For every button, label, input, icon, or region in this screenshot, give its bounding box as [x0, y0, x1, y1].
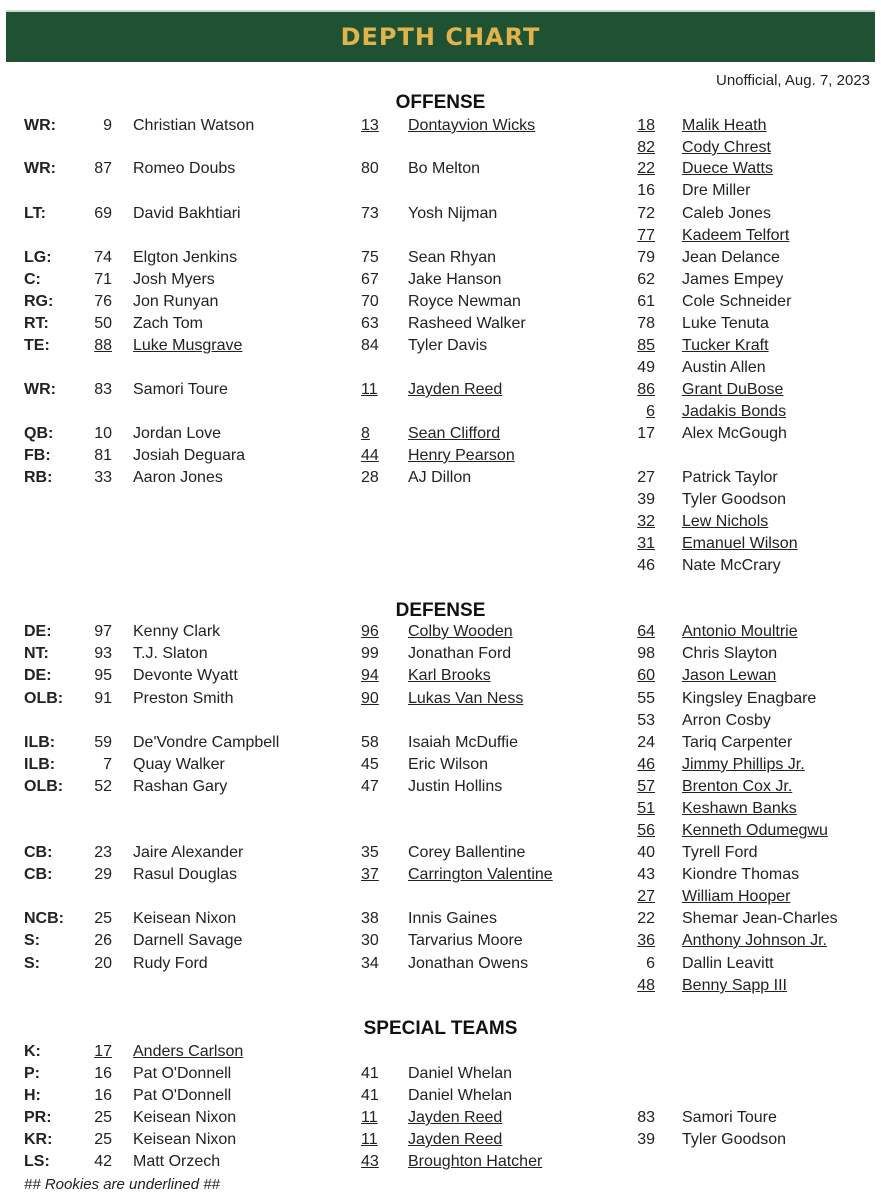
position-label: CB:: [24, 866, 53, 883]
player-name: Tariq Carpenter: [682, 734, 793, 751]
player-name: Keisean Nixon: [133, 1131, 237, 1148]
player-name: Jadakis Bonds: [682, 403, 787, 420]
jersey-number: 25: [94, 1109, 112, 1126]
player-name: Kenneth Odumegwu: [682, 822, 828, 839]
jersey-number: 20: [94, 955, 112, 972]
player-name: Emanuel Wilson: [682, 535, 798, 552]
jersey-number: 6: [646, 403, 655, 420]
jersey-number: 93: [94, 645, 112, 662]
table-row: [0, 888, 881, 910]
jersey-number: 11: [361, 1109, 378, 1126]
position-label: CB:: [24, 844, 53, 861]
jersey-number: 62: [637, 271, 655, 288]
position-label: DE:: [24, 623, 52, 640]
player-name: Innis Gaines: [408, 910, 497, 927]
jersey-number: 99: [361, 645, 379, 662]
player-name: Jayden Reed: [408, 1109, 503, 1126]
table-row: [0, 249, 881, 271]
player-name: Jake Hanson: [408, 271, 502, 288]
jersey-number: 41: [361, 1087, 379, 1104]
table-row: [0, 315, 881, 337]
table-row: [0, 932, 881, 954]
jersey-number: 36: [637, 932, 655, 949]
jersey-number: 44: [361, 447, 379, 464]
position-label: NT:: [24, 645, 49, 662]
position-label: RT:: [24, 315, 49, 332]
section-title-special-teams: SPECIAL TEAMS: [363, 1018, 518, 1039]
player-name: Lew Nichols: [682, 513, 769, 530]
jersey-number: 97: [94, 623, 112, 640]
player-name: Patrick Taylor: [682, 469, 778, 486]
jersey-number: 86: [637, 381, 655, 398]
jersey-number: 69: [94, 205, 112, 222]
player-name: Shemar Jean-Charles: [682, 910, 838, 927]
jersey-number: 16: [94, 1087, 112, 1104]
player-name: Keisean Nixon: [133, 1109, 237, 1126]
player-name: Anders Carlson: [133, 1043, 244, 1060]
player-name: Anthony Johnson Jr.: [682, 932, 827, 949]
player-name: Darnell Savage: [133, 932, 243, 949]
position-label: LT:: [24, 205, 46, 222]
table-row: [0, 866, 881, 888]
jersey-number: 90: [361, 690, 379, 707]
jersey-number: 35: [361, 844, 379, 861]
table-row: [0, 1065, 881, 1087]
table-row: [0, 469, 881, 491]
jersey-number: 59: [94, 734, 112, 751]
player-name: Matt Orzech: [133, 1153, 221, 1170]
jersey-number: 24: [637, 734, 655, 751]
table-row: [0, 293, 881, 315]
player-name: Jayden Reed: [408, 1131, 503, 1148]
player-name: Justin Hollins: [408, 778, 503, 795]
date-label: Unofficial, Aug. 7, 2023: [716, 72, 870, 89]
player-name: Kingsley Enagbare: [682, 690, 817, 707]
jersey-number: 78: [637, 315, 655, 332]
jersey-number: 98: [637, 645, 655, 662]
jersey-number: 13: [361, 117, 379, 134]
player-name: Rasul Douglas: [133, 866, 238, 883]
jersey-number: 81: [94, 447, 112, 464]
player-name: Rasheed Walker: [408, 315, 526, 332]
player-name: Keshawn Banks: [682, 800, 797, 817]
player-name: Jonathan Ford: [408, 645, 512, 662]
player-name: Cole Schneider: [682, 293, 792, 310]
jersey-number: 63: [361, 315, 379, 332]
jersey-number: 52: [94, 778, 112, 795]
player-name: Josiah Deguara: [133, 447, 246, 464]
player-name: Austin Allen: [682, 359, 766, 376]
player-name: Keisean Nixon: [133, 910, 237, 927]
table-row: [0, 734, 881, 756]
jersey-number: 61: [637, 293, 655, 310]
player-name: Tarvarius Moore: [408, 932, 523, 949]
jersey-number: 34: [361, 955, 379, 972]
jersey-number: 32: [637, 513, 655, 530]
table-row: [0, 1153, 881, 1175]
table-row: [0, 1087, 881, 1109]
table-row: [0, 1043, 881, 1065]
jersey-number: 49: [637, 359, 655, 376]
jersey-number: 43: [637, 866, 655, 883]
table-row: [0, 117, 881, 139]
jersey-number: 56: [637, 822, 655, 839]
jersey-number: 71: [94, 271, 112, 288]
header-banner: [6, 10, 875, 62]
jersey-number: 50: [94, 315, 112, 332]
table-row: [0, 623, 881, 645]
player-name: Malik Heath: [682, 117, 767, 134]
jersey-number: 26: [94, 932, 112, 949]
jersey-number: 75: [361, 249, 379, 266]
jersey-number: 16: [637, 182, 655, 199]
jersey-number: 10: [94, 425, 112, 442]
position-label: TE:: [24, 337, 50, 354]
player-name: Daniel Whelan: [408, 1087, 513, 1104]
player-name: David Bakhtiari: [133, 205, 241, 222]
table-row: [0, 955, 881, 977]
player-name: James Empey: [682, 271, 784, 288]
player-name: Daniel Whelan: [408, 1065, 513, 1082]
jersey-number: 73: [361, 205, 379, 222]
jersey-number: 53: [637, 712, 655, 729]
player-name: Karl Brooks: [408, 667, 491, 684]
player-name: Samori Toure: [133, 381, 228, 398]
jersey-number: 76: [94, 293, 112, 310]
jersey-number: 25: [94, 1131, 112, 1148]
table-row: [0, 690, 881, 712]
table-row: [0, 778, 881, 800]
jersey-number: 43: [361, 1153, 379, 1170]
jersey-number: 45: [361, 756, 379, 773]
position-label: RB:: [24, 469, 53, 486]
player-name: Pat O'Donnell: [133, 1087, 232, 1104]
position-label: RG:: [24, 293, 54, 310]
player-name: Lukas Van Ness: [408, 690, 524, 707]
jersey-number: 18: [637, 117, 655, 134]
jersey-number: 70: [361, 293, 379, 310]
jersey-number: 27: [637, 469, 655, 486]
player-name: Benny Sapp III: [682, 977, 787, 994]
player-name: Pat O'Donnell: [133, 1065, 232, 1082]
player-name: Kenny Clark: [133, 623, 221, 640]
player-name: Zach Tom: [133, 315, 203, 332]
table-row: [0, 1109, 881, 1131]
player-name: Elgton Jenkins: [133, 249, 238, 266]
position-label: FB:: [24, 447, 51, 464]
player-name: Jordan Love: [133, 425, 222, 442]
jersey-number: 30: [361, 932, 379, 949]
player-name: Grant DuBose: [682, 381, 784, 398]
jersey-number: 46: [637, 557, 655, 574]
jersey-number: 17: [94, 1043, 112, 1060]
table-row: [0, 160, 881, 182]
player-name: Duece Watts: [682, 160, 773, 177]
position-label: OLB:: [24, 778, 64, 795]
jersey-number: 64: [637, 623, 655, 640]
jersey-number: 72: [637, 205, 655, 222]
position-label: LS:: [24, 1153, 50, 1170]
player-name: Tyler Goodson: [682, 1131, 787, 1148]
jersey-number: 40: [637, 844, 655, 861]
table-row: [0, 381, 881, 403]
player-name: Cody Chrest: [682, 139, 771, 156]
jersey-number: 28: [361, 469, 379, 486]
jersey-number: 55: [637, 690, 655, 707]
player-name: Luke Musgrave: [133, 337, 243, 354]
player-name: Aaron Jones: [133, 469, 223, 486]
player-name: Sean Rhyan: [408, 249, 497, 266]
player-name: Tucker Kraft: [682, 337, 769, 354]
player-name: Preston Smith: [133, 690, 234, 707]
player-name: Jonathan Owens: [408, 955, 529, 972]
jersey-number: 27: [637, 888, 655, 905]
jersey-number: 39: [637, 1131, 655, 1148]
player-name: Yosh Nijman: [408, 205, 498, 222]
jersey-number: 84: [361, 337, 379, 354]
player-name: Colby Wooden: [408, 623, 513, 640]
jersey-number: 37: [361, 866, 379, 883]
jersey-number: 31: [637, 535, 655, 552]
player-name: Samori Toure: [682, 1109, 777, 1126]
table-row: [0, 205, 881, 227]
player-name: Kiondre Thomas: [682, 866, 800, 883]
jersey-number: 96: [361, 623, 379, 640]
player-name: Arron Cosby: [682, 712, 771, 729]
table-row: [0, 535, 881, 557]
player-name: Caleb Jones: [682, 205, 771, 222]
table-row: [0, 139, 881, 161]
jersey-number: 22: [637, 160, 655, 177]
jersey-number: 11: [361, 381, 378, 398]
player-name: Romeo Doubs: [133, 160, 236, 177]
jersey-number: 29: [94, 866, 112, 883]
table-row: [0, 403, 881, 425]
table-row: [0, 977, 881, 999]
jersey-number: 85: [637, 337, 655, 354]
position-label: S:: [24, 955, 40, 972]
table-row: [0, 712, 881, 734]
position-label: K:: [24, 1043, 41, 1060]
jersey-number: 22: [637, 910, 655, 927]
jersey-number: 41: [361, 1065, 379, 1082]
player-name: Rudy Ford: [133, 955, 208, 972]
player-name: Jimmy Phillips Jr.: [682, 756, 805, 773]
player-name: Broughton Hatcher: [408, 1153, 543, 1170]
table-row: [0, 756, 881, 778]
jersey-number: 23: [94, 844, 112, 861]
player-name: Alex McGough: [682, 425, 787, 442]
player-name: Christian Watson: [133, 117, 255, 134]
player-name: Corey Ballentine: [408, 844, 526, 861]
player-name: Sean Clifford: [408, 425, 501, 442]
player-name: Tyler Goodson: [682, 491, 787, 508]
jersey-number: 25: [94, 910, 112, 927]
table-row: [0, 337, 881, 359]
jersey-number: 33: [94, 469, 112, 486]
player-name: Devonte Wyatt: [133, 667, 238, 684]
table-row: [0, 359, 881, 381]
table-row: [0, 800, 881, 822]
jersey-number: 47: [361, 778, 379, 795]
player-name: Carrington Valentine: [408, 866, 553, 883]
jersey-number: 91: [94, 690, 112, 707]
table-row: [0, 491, 881, 513]
jersey-number: 11: [361, 1131, 378, 1148]
position-label: WR:: [24, 381, 56, 398]
jersey-number: 94: [361, 667, 379, 684]
table-row: [0, 667, 881, 689]
position-label: OLB:: [24, 690, 64, 707]
table-row: [0, 182, 881, 204]
jersey-number: 74: [94, 249, 112, 266]
section-title-defense: DEFENSE: [395, 600, 486, 621]
player-name: Jon Runyan: [133, 293, 219, 310]
table-row: [0, 910, 881, 932]
jersey-number: 95: [94, 667, 112, 684]
player-name: T.J. Slaton: [133, 645, 208, 662]
position-label: PR:: [24, 1109, 52, 1126]
position-label: WR:: [24, 117, 56, 134]
player-name: Bo Melton: [408, 160, 481, 177]
jersey-number: 16: [94, 1065, 112, 1082]
player-name: Isaiah McDuffie: [408, 734, 518, 751]
table-row: [0, 425, 881, 447]
jersey-number: 51: [637, 800, 655, 817]
player-name: Jason Lewan: [682, 667, 777, 684]
jersey-number: 88: [94, 337, 112, 354]
player-name: William Hooper: [682, 888, 791, 905]
jersey-number: 6: [646, 955, 655, 972]
player-name: Jayden Reed: [408, 381, 503, 398]
jersey-number: 77: [637, 227, 655, 244]
player-name: Dontayvion Wicks: [408, 117, 536, 134]
player-name: Tyler Davis: [408, 337, 488, 354]
player-name: Josh Myers: [133, 271, 215, 288]
jersey-number: 60: [637, 667, 655, 684]
player-name: AJ Dillon: [408, 469, 472, 486]
jersey-number: 46: [637, 756, 655, 773]
jersey-number: 17: [637, 425, 655, 442]
player-name: Dallin Leavitt: [682, 955, 774, 972]
table-row: [0, 513, 881, 535]
footnote: ## Rookies are underlined ##: [24, 1176, 220, 1193]
player-name: Brenton Cox Jr.: [682, 778, 793, 795]
position-label: DE:: [24, 667, 52, 684]
jersey-number: 80: [361, 160, 379, 177]
player-name: Nate McCrary: [682, 557, 781, 574]
player-name: De'Vondre Campbell: [133, 734, 280, 751]
position-label: C:: [24, 271, 41, 288]
player-name: Dre Miller: [682, 182, 751, 199]
player-name: Tyrell Ford: [682, 844, 758, 861]
player-name: Antonio Moultrie: [682, 623, 798, 640]
table-row: [0, 844, 881, 866]
position-label: ILB:: [24, 734, 56, 751]
jersey-number: 83: [94, 381, 112, 398]
position-label: ILB:: [24, 756, 56, 773]
jersey-number: 57: [637, 778, 655, 795]
player-name: Rashan Gary: [133, 778, 228, 795]
table-row: [0, 271, 881, 293]
jersey-number: 83: [637, 1109, 655, 1126]
player-name: Quay Walker: [133, 756, 225, 773]
jersey-number: 48: [637, 977, 655, 994]
table-row: [0, 557, 881, 579]
jersey-number: 9: [103, 117, 112, 134]
table-row: [0, 822, 881, 844]
table-row: [0, 645, 881, 667]
player-name: Eric Wilson: [408, 756, 489, 773]
position-label: NCB:: [24, 910, 64, 927]
table-row: [0, 447, 881, 469]
player-name: Chris Slayton: [682, 645, 778, 662]
player-name: Jaire Alexander: [133, 844, 244, 861]
player-name: Luke Tenuta: [682, 315, 769, 332]
position-label: P:: [24, 1065, 40, 1082]
position-label: QB:: [24, 425, 54, 442]
position-label: KR:: [24, 1131, 53, 1148]
jersey-number: 39: [637, 491, 655, 508]
jersey-number: 67: [361, 271, 379, 288]
jersey-number: 58: [361, 734, 379, 751]
section-title-offense: OFFENSE: [395, 92, 486, 113]
jersey-number: 7: [103, 756, 112, 773]
jersey-number: 79: [637, 249, 655, 266]
jersey-number: 82: [637, 139, 655, 156]
player-name: Jean Delance: [682, 249, 780, 266]
position-label: WR:: [24, 160, 56, 177]
jersey-number: 38: [361, 910, 379, 927]
jersey-number: 87: [94, 160, 112, 177]
player-name: Kadeem Telfort: [682, 227, 790, 244]
table-row: [0, 1131, 881, 1153]
page-title: DEPTH CHART: [340, 23, 541, 51]
position-label: LG:: [24, 249, 52, 266]
jersey-number: 8: [361, 425, 370, 442]
table-row: [0, 227, 881, 249]
player-name: Royce Newman: [408, 293, 521, 310]
position-label: H:: [24, 1087, 41, 1104]
position-label: S:: [24, 932, 40, 949]
player-name: Henry Pearson: [408, 447, 515, 464]
jersey-number: 42: [94, 1153, 112, 1170]
